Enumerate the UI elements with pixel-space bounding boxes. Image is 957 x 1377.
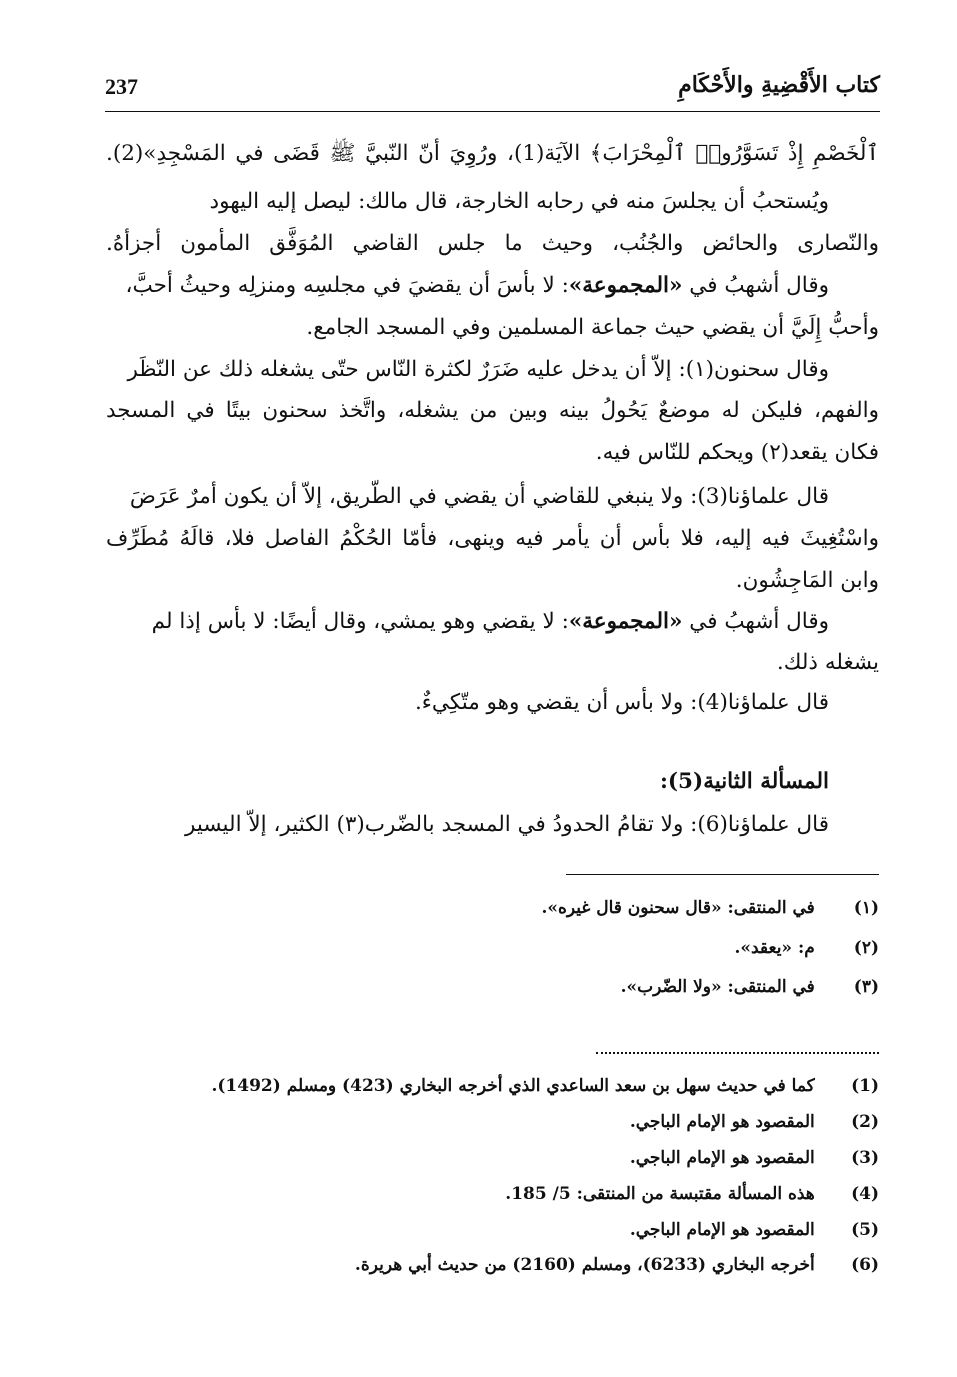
section-heading: المسألة الثانية(5): bbox=[659, 769, 829, 794]
body-line: والفهم، فليكن له موضعٌ يَحُولُ بينه وبين من يشغله، واتَّخذ سحنون بيتًا في المسجد bbox=[106, 398, 879, 423]
editor-footnote: (3) المقصود هو الإمام الباجي. bbox=[629, 1148, 879, 1168]
body-line: فكان يقعد(٢) ويحكم للنّاس فيه. bbox=[595, 440, 879, 465]
editor-footnote: (2) المقصود هو الإمام الباجي. bbox=[629, 1112, 879, 1132]
footnote: (٢) م: «يعقد». bbox=[734, 938, 879, 958]
body-line: وقال سحنون(١): إلاّ أن يدخل عليه ضَرَرٌ لكثرة النّاس حتّى يشغله ذلك عن النّظَر bbox=[127, 357, 829, 382]
body-line: ويُستحبُ أن يجلسَ منه في رحابه الخارجة، قال مالك: ليصل إليه اليهود bbox=[209, 189, 829, 214]
body-line: وأحبُّ إِلَيَّ أن يقضي حيث جماعة المسلمين وفي المسجد الجامع. bbox=[306, 315, 879, 340]
editor-footnote: (4) هذه المسألة مقتبسة من المنتقى: 5/ 185. bbox=[505, 1184, 879, 1204]
header-divider bbox=[105, 111, 880, 112]
page-number: 237 bbox=[105, 74, 138, 99]
editor-footnote-divider bbox=[596, 1052, 879, 1054]
body-line: يشغله ذلك. bbox=[776, 650, 879, 675]
footnote: (١) في المنتقى: «قال سحنون قال غيره». bbox=[541, 898, 879, 918]
body-line: قال علماؤنا(4): ولا بأس أن يقضي وهو متّكِيءٌ. bbox=[414, 690, 829, 715]
editor-footnote: (1) كما في حديث سهل بن سعد الساعدي الذي أخرجه البخاري (423) ومسلم (1492). bbox=[211, 1076, 879, 1096]
body-line: ٱلْخَصْمِ إِذْ تَسَوَّرُوا۟ ٱلْمِحْرَابَ﴾ الآيَة(1)، ورُوِيَ أنّ النّبيَّ ﷺ قَضَى في المَسْجِدِ»(2). bbox=[106, 141, 879, 166]
footnote: (٣) في المنتقى: «ولا الضّرب». bbox=[620, 977, 879, 997]
body-line: وقال أشهبُ في «المجموعة»: لا يقضي وهو يمشي، وقال أيضًا: لا بأس إذا لم bbox=[151, 609, 829, 634]
body-line: قال علماؤنا(6): ولا تقامُ الحدودُ في المسجد بالضّرب(٣) الكثير، إلاّ اليسير bbox=[185, 812, 829, 837]
book-title: «المجموعة» bbox=[568, 609, 683, 634]
editor-footnote: (6) أخرجه البخاري (6233)، ومسلم (2160) من حديث أبي هريرة. bbox=[354, 1255, 879, 1275]
running-title: كتاب الأَقْضِيةِ والأَحْكَامِ bbox=[678, 72, 880, 98]
editor-footnote: (5) المقصود هو الإمام الباجي. bbox=[629, 1220, 879, 1240]
book-title: «المجموعة» bbox=[568, 273, 683, 298]
footnote-divider bbox=[566, 874, 879, 875]
body-line: وقال أشهبُ في «المجموعة»: لا بأسَ أن يقضيَ في مجلسِه ومنزلِه وحيثُ أحبَّ، bbox=[125, 273, 829, 298]
body-line: وابن المَاجِشُون. bbox=[735, 568, 879, 593]
body-line: واسْتُغِيثَ فيه إليه، فلا بأس أن يأمر فيه وينهى، فأمّا الحُكْمُ الفاصل فلا، قالَهُ مُطَرِّف bbox=[106, 526, 879, 551]
page-header bbox=[105, 68, 880, 108]
body-line: قال علماؤنا(3): ولا ينبغي للقاضي أن يقضي في الطّريق، إلاّ أن يكون أمرٌ عَرَضَ bbox=[129, 484, 829, 509]
body-line: والنّصارى والحائض والجُنُب، وحيث ما جلس القاضي المُوَفَّق المأمون أجزأهُ. bbox=[106, 231, 879, 256]
